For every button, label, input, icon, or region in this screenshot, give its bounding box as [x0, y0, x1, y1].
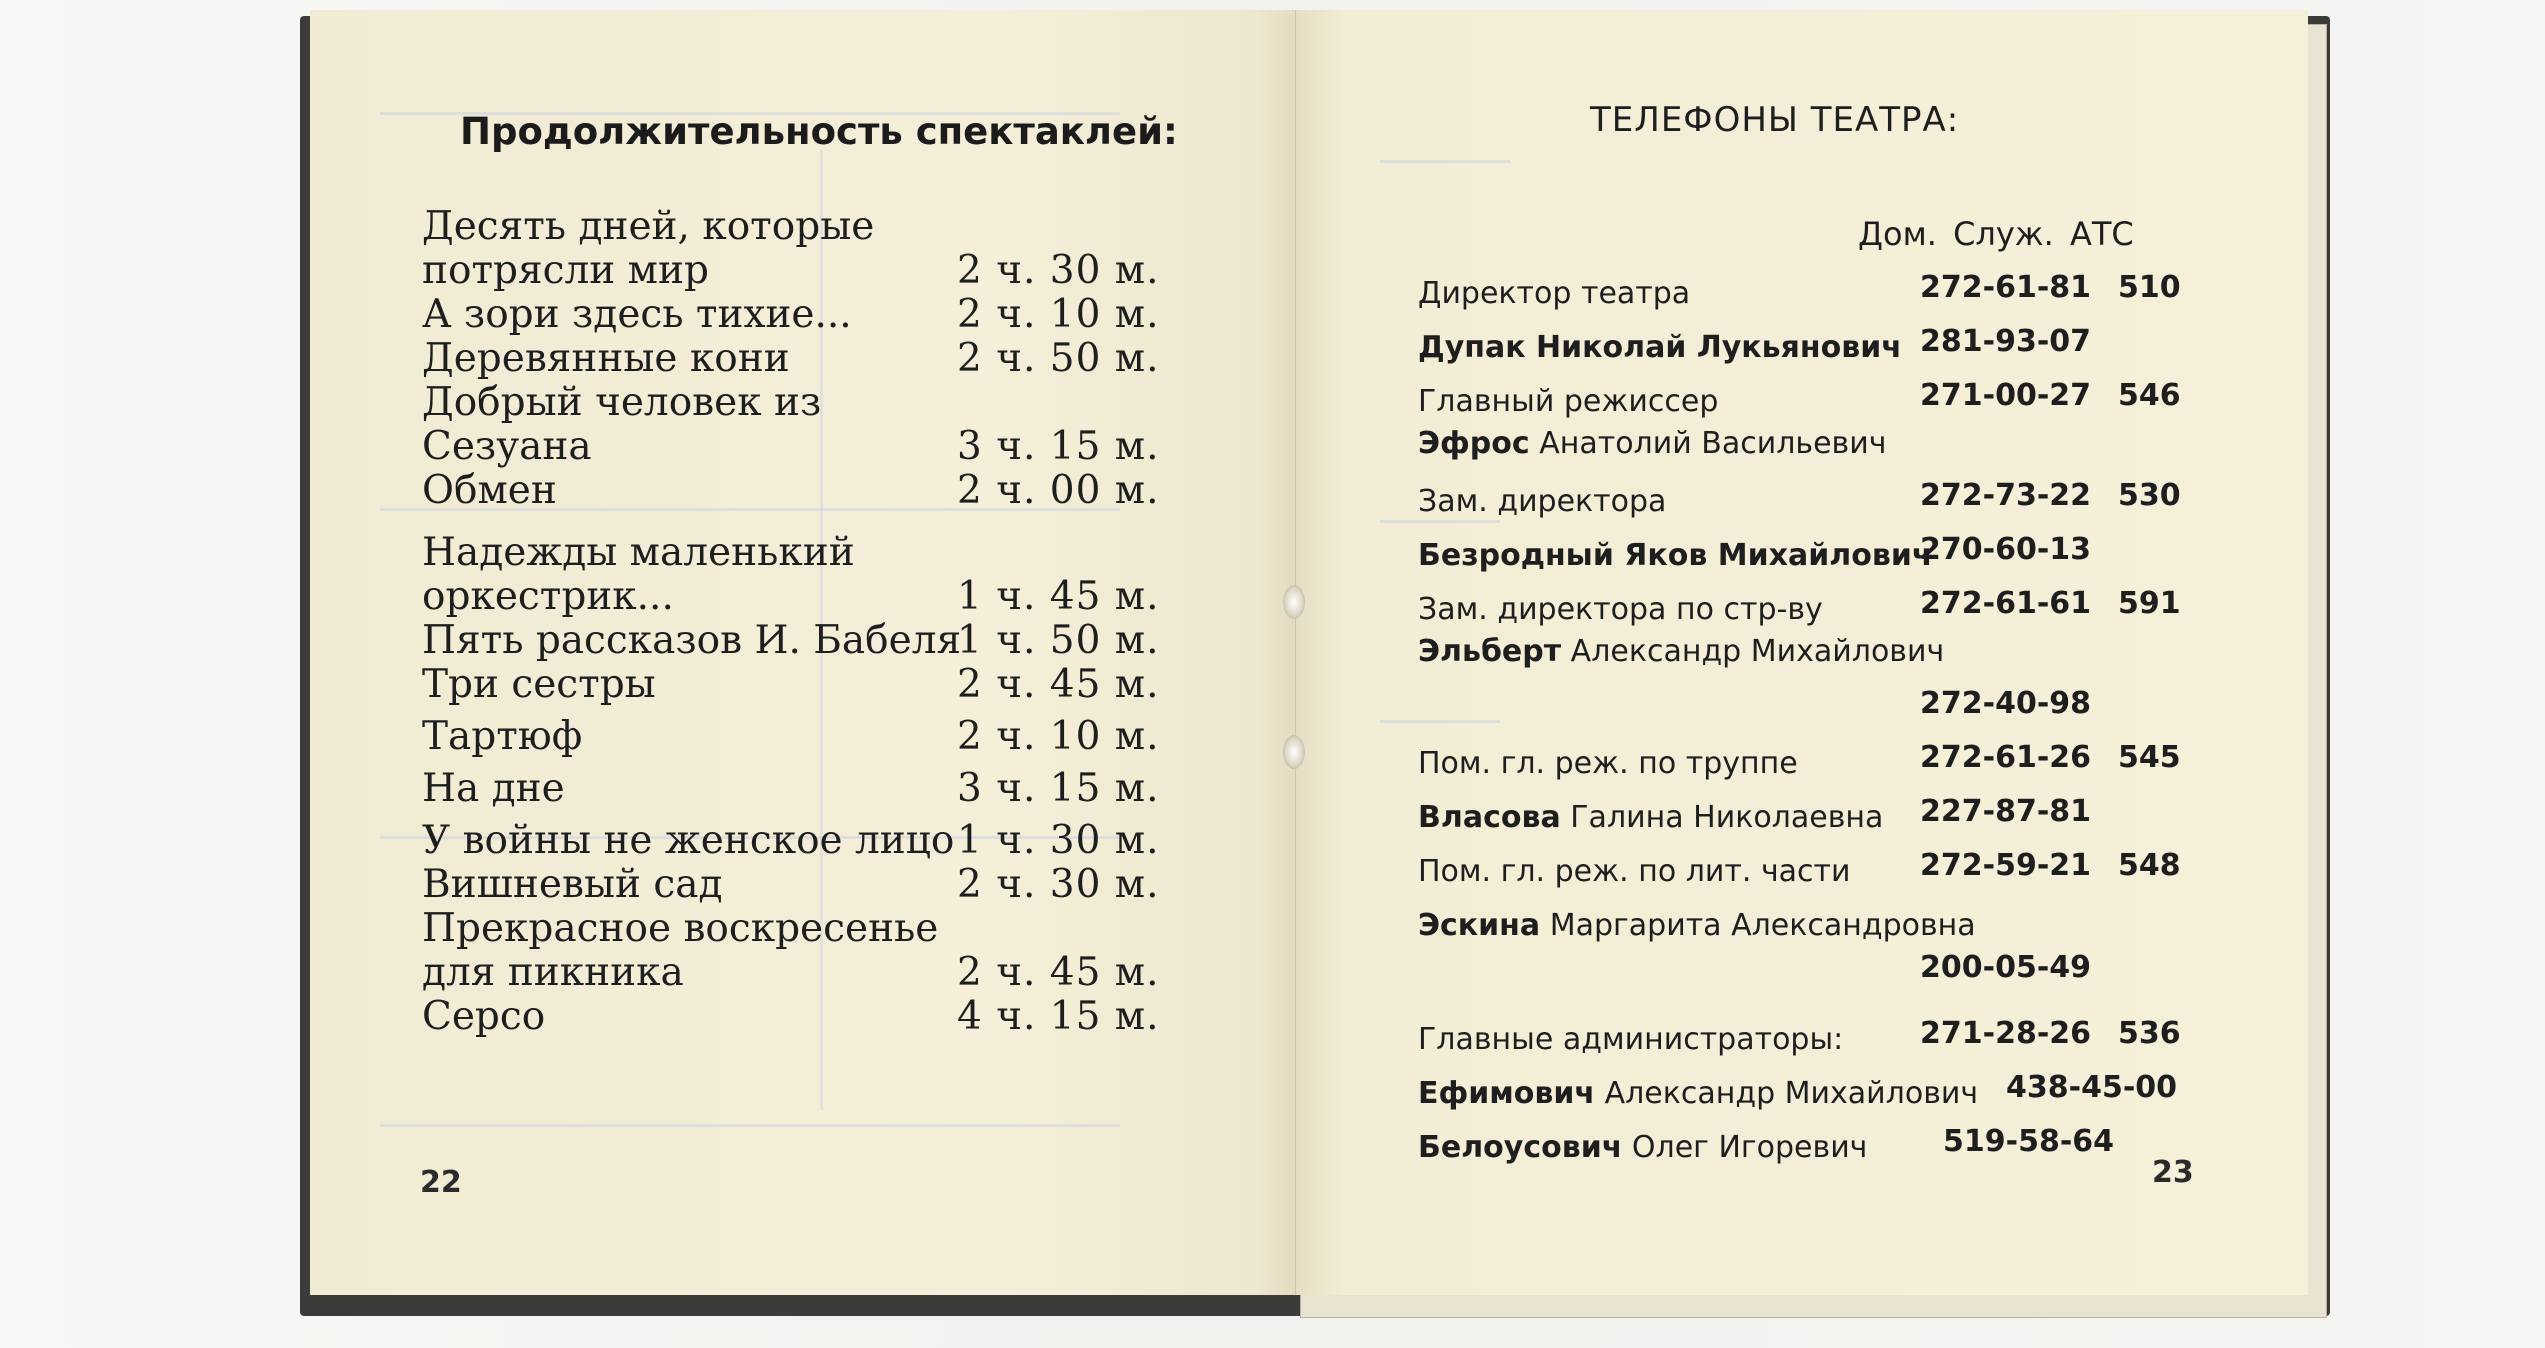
atc-extension: 530 — [2118, 478, 2181, 513]
contact-row — [1418, 950, 2298, 1004]
show-duration: 4 ч. 15 м. — [957, 994, 1160, 1039]
atc-extension: 536 — [2118, 1016, 2181, 1051]
position-title: Пом. гл. реж. по труппе — [1418, 746, 1798, 781]
atc-extension: 510 — [2118, 270, 2181, 305]
show-item — [422, 767, 1182, 811]
show-duration: 2 ч. 50 м. — [957, 336, 1160, 381]
contact-row — [1418, 740, 2298, 794]
contact-row — [1418, 686, 2298, 740]
contact-row — [1418, 848, 2298, 902]
home-phone: 438-45-00 — [2006, 1070, 2178, 1105]
person-name: Белоусович Олег Игоревич — [1418, 1130, 1868, 1165]
home-phone: 281-93-07 — [1920, 324, 2092, 359]
position-title: Главные администраторы: — [1418, 1022, 1844, 1057]
show-name: Вишневый сад — [422, 862, 723, 907]
show-name: Сезуана — [422, 424, 592, 469]
show-name: А зори здесь тихие... — [422, 292, 852, 337]
show-name: оркестрик... — [422, 574, 674, 619]
show-name: Прекрасное воскресенье — [422, 906, 939, 951]
show-duration: 2 ч. 45 м. — [957, 662, 1160, 707]
contact-row — [1418, 634, 2298, 686]
person-name: Власова Галина Николаевна — [1418, 800, 1884, 835]
contact-row — [1418, 586, 2298, 640]
contact-row — [1418, 270, 2298, 324]
atc-extension: 591 — [2118, 586, 2181, 621]
show-name: Тартюф — [422, 714, 583, 759]
column-headers: Дом. Служ. АТС — [1858, 215, 2134, 253]
work-phone: 271-00-27 — [1920, 378, 2092, 413]
contact-row — [1418, 378, 2298, 432]
show-item — [422, 337, 1182, 381]
show-duration: 1 ч. 30 м. — [957, 818, 1160, 863]
contact-row — [1418, 1016, 2298, 1070]
show-duration: 3 ч. 15 м. — [957, 424, 1160, 469]
show-name: Серсо — [422, 994, 546, 1039]
person-name: Эфрос Анатолий Васильевич — [1418, 426, 1887, 461]
work-phone: 272-59-21 — [1920, 848, 2092, 883]
home-phone: 200-05-49 — [1920, 950, 2092, 985]
show-name: Надежды маленький — [422, 530, 855, 575]
show-name: потрясли мир — [422, 248, 709, 293]
contact-row — [1418, 1070, 2298, 1124]
show-duration-list — [422, 205, 1182, 1039]
show-duration: 2 ч. 10 м. — [957, 714, 1160, 759]
show-item — [422, 619, 1182, 663]
work-phone: 272-73-22 — [1920, 478, 2092, 513]
atc-extension: 548 — [2118, 848, 2181, 883]
show-name: У войны не женское лицо — [422, 818, 955, 863]
position-title: Зам. директора — [1418, 484, 1667, 519]
show-name: Десять дней, которые — [422, 204, 875, 249]
atc-extension: 545 — [2118, 740, 2181, 775]
show-item — [422, 995, 1182, 1039]
contact-row — [1418, 902, 2298, 950]
show-name: Три сестры — [422, 662, 656, 707]
show-item — [422, 469, 1182, 513]
work-phone: 272-61-26 — [1920, 740, 2092, 775]
show-name: для пикника — [422, 950, 684, 995]
show-duration: 2 ч. 45 м. — [957, 950, 1160, 995]
phone-directory — [1418, 270, 2298, 1178]
show-item — [422, 293, 1182, 337]
show-name: Пять рассказов И. Бабеля — [422, 618, 962, 663]
show-duration: 1 ч. 45 м. — [957, 574, 1160, 619]
atc-extension: 546 — [2118, 378, 2181, 413]
show-name: На дне — [422, 766, 565, 811]
position-title: Пом. гл. реж. по лит. части — [1418, 854, 1851, 889]
contact-row — [1418, 794, 2298, 848]
person-name: Эльберт Александр Михайлович — [1418, 634, 1945, 669]
person-name: Дупак Николай Лукьянович — [1418, 330, 1902, 365]
show-duration: 2 ч. 30 м. — [957, 248, 1160, 293]
page-title: ТЕЛЕФОНЫ ТЕАТРА: — [1590, 100, 1960, 140]
position-title: Главный режиссер — [1418, 384, 1719, 419]
contact-row — [1418, 426, 2298, 478]
contact-row — [1418, 478, 2298, 532]
person-name: Безродный Яков Михайлович — [1418, 538, 1933, 573]
show-name: Деревянные кони — [422, 336, 790, 381]
page-number: 23 — [2152, 1155, 2194, 1190]
show-item — [422, 819, 1182, 863]
show-item — [422, 205, 1182, 293]
show-duration: 1 ч. 50 м. — [957, 618, 1160, 663]
staple-icon — [1283, 735, 1305, 769]
page-title: Продолжительность спектаклей: — [460, 110, 1178, 153]
position-title: Зам. директора по стр-ву — [1418, 592, 1823, 627]
show-duration: 2 ч. 30 м. — [957, 862, 1160, 907]
position-title: Директор театра — [1418, 276, 1691, 311]
show-duration: 2 ч. 00 м. — [957, 468, 1160, 513]
show-item — [422, 381, 1182, 469]
staple-icon — [1283, 585, 1305, 619]
show-name: Добрый человек из — [422, 380, 822, 425]
home-phone: 272-40-98 — [1920, 686, 2092, 721]
bleed-line — [380, 1124, 1120, 1127]
show-name: Обмен — [422, 468, 557, 513]
show-item — [422, 715, 1182, 759]
home-phone: 227-87-81 — [1920, 794, 2092, 829]
page-number: 22 — [420, 1165, 462, 1200]
show-item — [422, 907, 1182, 995]
contact-row — [1418, 532, 2298, 586]
show-item — [422, 863, 1182, 907]
work-phone: 272-61-81 — [1920, 270, 2092, 305]
person-name: Ефимович Александр Михайлович — [1418, 1076, 1979, 1111]
bleed-line — [1380, 160, 1510, 163]
home-phone: 270-60-13 — [1920, 532, 2092, 567]
contact-row — [1418, 324, 2298, 378]
person-name: Эскина Маргарита Александровна — [1418, 908, 1976, 943]
show-item — [422, 663, 1182, 707]
show-duration: 2 ч. 10 м. — [957, 292, 1160, 337]
show-item — [422, 531, 1182, 619]
work-phone: 271-28-26 — [1920, 1016, 2092, 1051]
show-duration: 3 ч. 15 м. — [957, 766, 1160, 811]
work-phone: 272-61-61 — [1920, 586, 2092, 621]
home-phone: 519-58-64 — [1943, 1124, 2115, 1159]
